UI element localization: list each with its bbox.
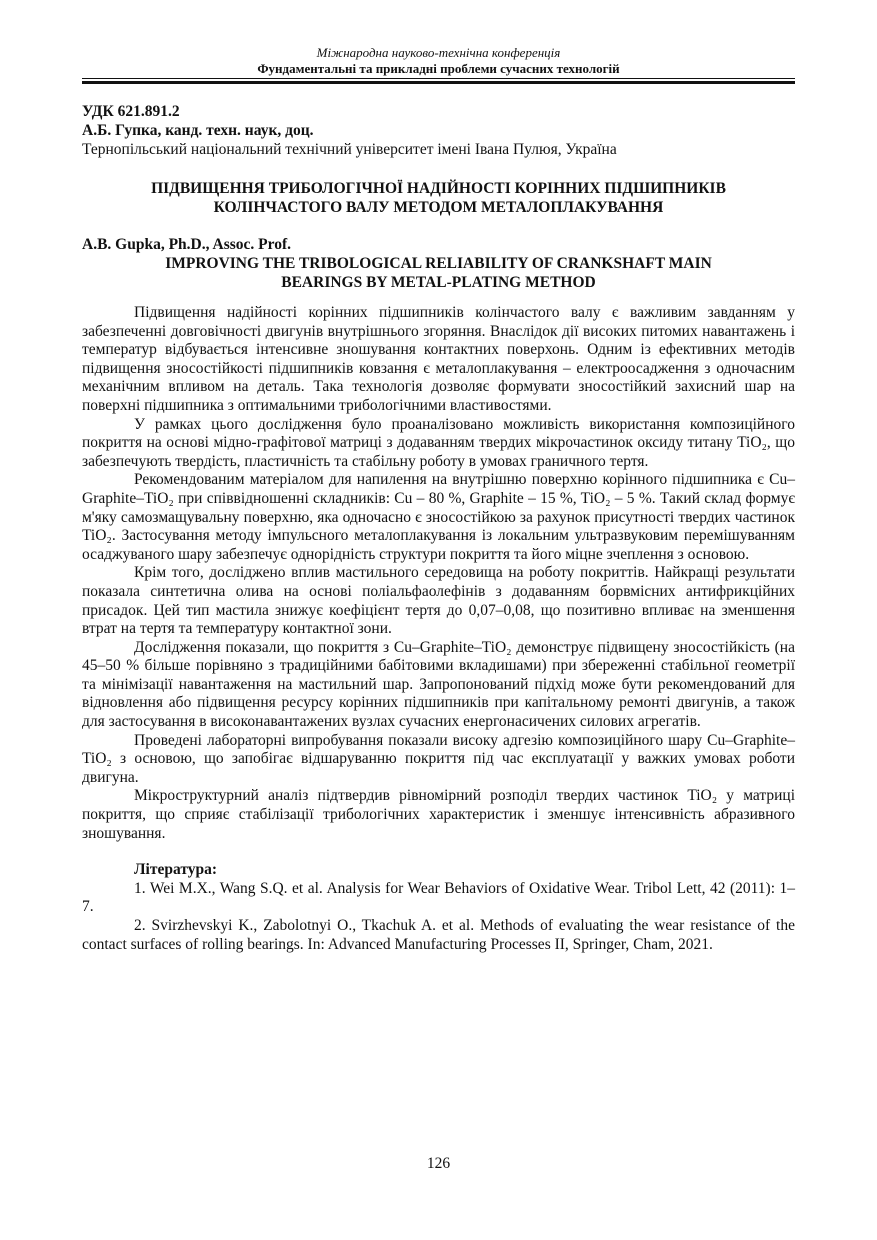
author-ua: А.Б. Гупка, канд. техн. наук, доц. xyxy=(82,122,314,139)
paragraph: Дослідження показали, що покриття з Cu–Graphite–TiO₂ демонструє підвищену зносостійкість (на 45–50 % більше порівняно з традиційними бабітовими вкладишами) при збереженні стабільної геометрії та мінімізації навантаження на мастильний шар. Запропонований підхід може бути рекомендований для відновлення або підвищення ресурсу корінних підшипників при капітальному ремонті двигунів, а також для застосування в високонавантажених вузлах сучасних енергонасичених силових агрегатів. xyxy=(82,638,795,731)
conference-topic: Фундаментальні та прикладні проблеми сучасних технологій xyxy=(257,61,620,76)
udk-code: УДК 621.891.2 xyxy=(82,103,180,120)
references xyxy=(82,861,795,954)
references-title: Література: xyxy=(134,861,218,879)
header-rule-thick xyxy=(82,81,795,84)
paragraph: Підвищення надійності корінних підшипників колінчастого валу є важливим завданням у забезпеченні довговічності двигунів внутрішнього згоряння. Внаслідок дії високих питомих навантажень і температур відбувається інтенсивне зношування контактних поверхонь. Одним із ефективних методів підвищення зносостійкості підшипників ковзання є металоплакування – електроосадження з одночасним механічним впливом на деталь. Така технологія дозволяє формувати зносостійкий захисний шар на поверхні підшипника з оптимальними трибологічними властивостями. xyxy=(82,304,795,414)
paragraph: У рамках цього дослідження було проаналізовано можливість використання композиційного покриття на основі мідно-графітової матриці з додаванням твердих мікрочастинок оксиду титану TiO₂, що забезпечують твердість, пластичність та стабільну роботу в умовах граничного тертя. xyxy=(82,415,795,470)
document-page xyxy=(82,0,795,954)
page-number: 126 xyxy=(426,1155,451,1172)
running-header xyxy=(82,45,795,76)
affiliation: Тернопільський національний технічний університет імені Івана Пулюя, Україна xyxy=(82,141,617,158)
paragraph: Мікроструктурний аналіз підтвердив рівномірний розподіл твердих частинок TiO₂ у матриці покриття, що сприяє стабілізації трибологічних характеристик і зменшує інтенсивність абразивного зношування. xyxy=(82,787,795,842)
title-ua-line: КОЛІНЧАСТОГО ВАЛУ МЕТОДОМ МЕТАЛОПЛАКУВАННЯ xyxy=(213,199,664,216)
title-ua xyxy=(82,179,795,217)
header-rule-thin xyxy=(82,78,795,79)
title-en-line: IMPROVING THE TRIBOLOGICAL RELIABILITY OF CRANKSHAFT MAIN xyxy=(165,255,712,272)
title-en-line: BEARINGS BY METAL-PLATING METHOD xyxy=(281,274,596,291)
paragraph: Проведені лабораторні випробування показали високу адгезію композиційного шару Cu–Graphite–TiO₂ з основою, що запобігає відшаруванню покриття під час експлуатації у важких умовах роботи двигуна. xyxy=(82,731,795,786)
conference-name: Міжнародна науково-технічна конференція xyxy=(316,45,561,60)
article-body xyxy=(82,304,795,843)
title-ua-line: ПІДВИЩЕННЯ ТРИБОЛОГІЧНОЇ НАДІЙНОСТІ КОРІННИХ ПІДШИПНИКІВ xyxy=(151,180,726,197)
author-en: A.B. Gupka, Ph.D., Assoc. Prof. xyxy=(82,236,291,253)
paragraph: Крім того, досліджено вплив мастильного середовища на роботу покриттів. Найкращі результати показала синтетична олива на основі поліальфаолефінів з додаванням борвмісних антифрикційних присадок. Цей тип мастила знижує коефіцієнт тертя до 0,07–0,08, що позитивно впливає на зменшення втрат на тертя та температуру контактної зони. xyxy=(82,564,795,638)
title-en xyxy=(82,254,795,292)
reference-item: 1. Wei M.X., Wang S.Q. et al. Analysis for Wear Behaviors of Oxidative Wear. Tribol Lett, 42 (2011): 1–7. xyxy=(82,879,795,916)
reference-item: 2. Svirzhevskyi K., Zabolotnyi O., Tkachuk A. et al. Methods of evaluating the wear resistance of the contact surfaces of rolling bearings. In: Advanced Manufacturing Processes II, Springer, Cham, 2021. xyxy=(82,917,795,953)
paragraph: Рекомендованим матеріалом для напилення на внутрішню поверхню корінного підшипника є Cu–Graphite–TiO₂ при співвідношенні складників: Cu – 80 %, Graphite – 15 %, TiO₂ – 5 %. Такий склад формує м'яку самозмащувальну поверхню, яка одночасно є зносостійкою за рахунок присутності твердих частинок TiO₂. Застосування методу імпульсного металоплакування із локальним ультразвуковим перемішуванням осаджуваного шару забезпечує однорідність структури покриття та його міцне зчеплення з основою. xyxy=(82,471,795,563)
